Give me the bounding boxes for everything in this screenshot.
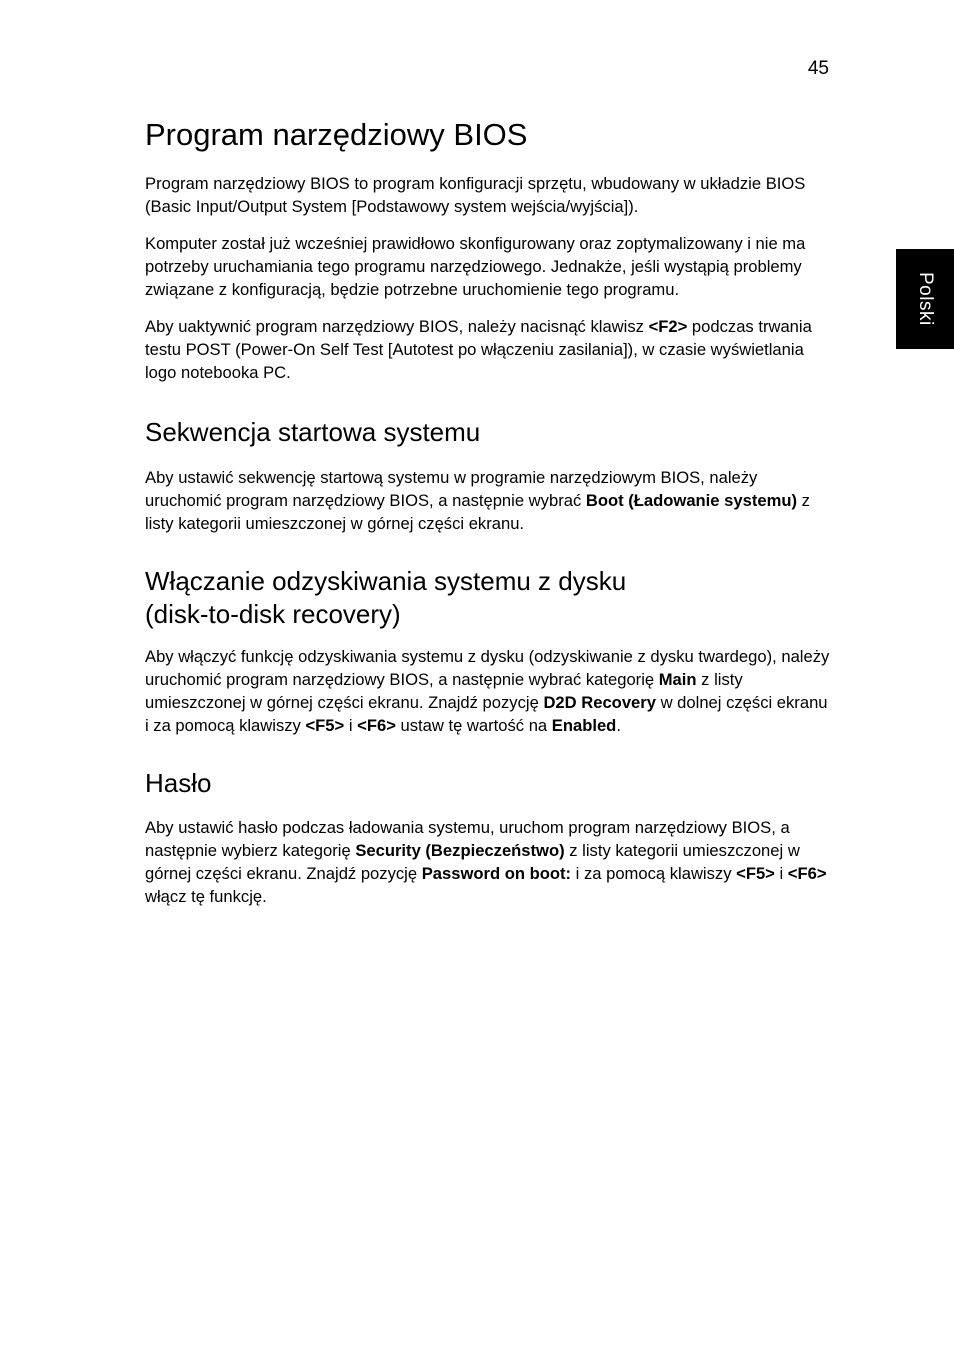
section-heading-password: Hasło [145,768,212,798]
boot-paragraph: Aby ustawić sekwencję startową systemu w programie narzędziowym BIOS, należy uruchomić program narzędziowy BIOS, a następnie wybrać Boot (Ładowanie systemu) z listy kategorii umieszczonej w górnej części ekranu. [145,468,810,533]
activate-paragraph: Aby uaktywnić program narzędziowy BIOS, należy nacisnąć klawisz <F2> podczas trwania testu POST (Power-On Self Test [Autotest po włączeniu zasilania]), w czasie wyświetlania logo notebooka PC. [145,317,812,382]
intro-paragraph-2: Komputer został już wcześniej prawidłowo skonfigurowany oraz zoptymalizowany i nie ma potrzeby uruchamiania tego programu narzędziowego. Jednakże, jeśli wystąpią problemy związane z konfiguracją, będzie potrzebne uruchomienie tego programu. [145,234,806,299]
password-paragraph: Aby ustawić hasło podczas ładowania systemu, uruchom program narzędziowy BIOS, a następnie wybierz kategorię Security (Bezpieczeństwo) z listy kategorii umieszczonej w górnej części ekranu. Znajdź pozycję Password on boot: i za pomocą klawiszy <F5> i <F6> włącz tę funkcję. [145,818,827,906]
language-tab-label: Polski [915,272,936,326]
page-number: 45 [807,58,829,79]
section-heading-boot: Sekwencja startowa systemu [145,417,481,447]
language-tab [896,249,954,349]
page-title: Program narzędziowy BIOS [145,117,528,152]
intro-paragraph-1: Program narzędziowy BIOS to program konfiguracji sprzętu, wbudowany w układzie BIOS (Basic Input/Output System [Podstawowy system wejścia/wyjścia]). [145,174,806,216]
page-content [145,114,830,908]
section-heading-d2d: Włączanie odzyskiwania systemu z dysku (disk-to-disk recovery) [145,566,627,629]
d2d-paragraph: Aby włączyć funkcję odzyskiwania systemu z dysku (odzyskiwanie z dysku twardego), należy uruchomić program narzędziowy BIOS, a następnie wybrać kategorię Main z listy umieszczonej w górnej części ekranu. Znajdź pozycję D2D Recovery w dolnej części ekranu i za pomocą klawiszy <F5> i <F6> ustaw tę wartość na Enabled. [145,647,830,735]
